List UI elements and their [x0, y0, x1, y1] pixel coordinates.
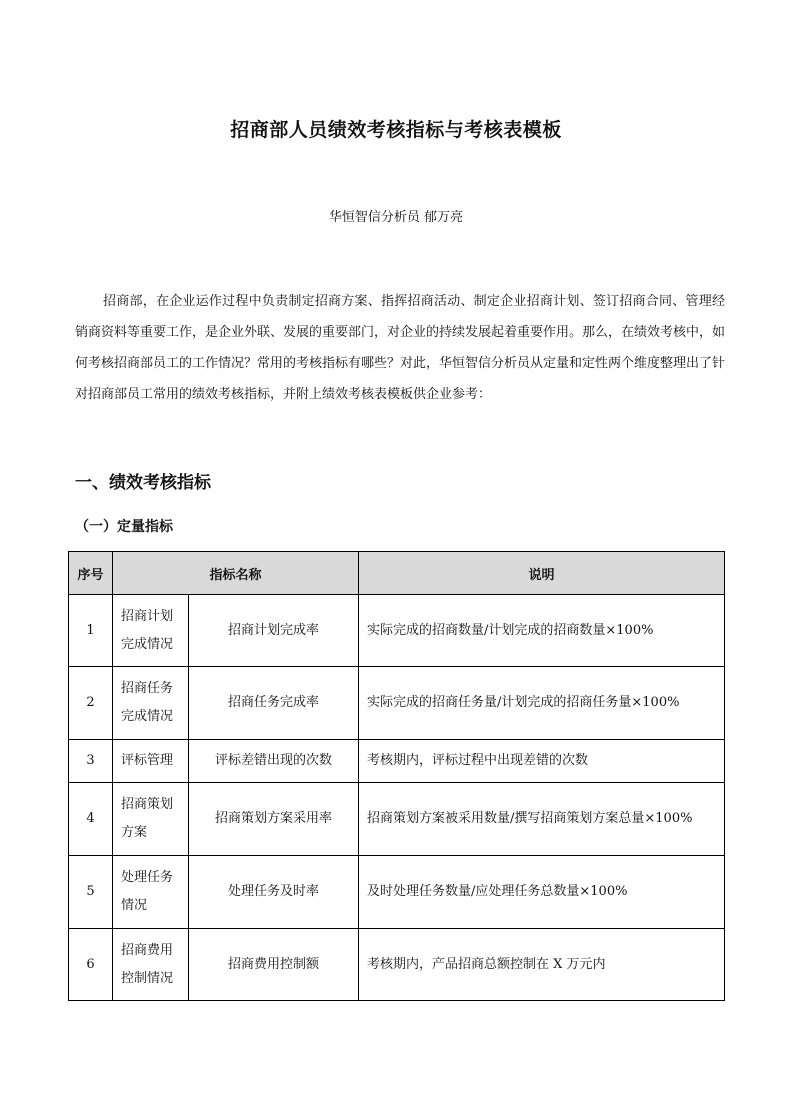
cell-desc: 招商策划方案被采用数量/撰写招商策划方案总量×100% — [359, 783, 725, 856]
cell-indicator: 评标差错出现的次数 — [189, 740, 359, 783]
cell-category: 招商任务完成情况 — [113, 667, 189, 740]
table-row — [69, 595, 725, 667]
cell-no: 2 — [69, 667, 113, 740]
document-title: 招商部人员绩效考核指标与考核表模板 — [230, 119, 562, 141]
cell-category: 评标管理 — [113, 740, 189, 783]
header-no: 序号 — [69, 552, 113, 595]
table-row — [69, 783, 725, 856]
cell-indicator: 招商任务完成率 — [189, 667, 359, 740]
intro-paragraph: 招商部，在企业运作过程中负责制定招商方案、指挥招商活动、制定企业招商计划、签订招商合同、管理经销商资料等重要工作，是企业外联、发展的重要部门，对企业的持续发展起着重要作用。那么，在绩效考核中，如何考核招商部员工的工作情况？常用的考核指标有哪些？对此，华恒智信分析员从定量和定性两个维度整理出了针对招商部员工常用的绩效考核指标，并附上绩效考核表模板供企业参考： — [75, 294, 726, 402]
cell-desc: 及时处理任务数量/应处理任务总数量×100% — [359, 856, 725, 929]
table-row — [69, 929, 725, 1001]
cell-desc: 考核期内，产品招商总额控制在 X 万元内 — [359, 929, 725, 1001]
header-desc: 说明 — [359, 552, 725, 595]
header-name: 指标名称 — [113, 552, 359, 595]
cell-no: 4 — [69, 783, 113, 856]
cell-category: 招商策划方案 — [113, 783, 189, 856]
cell-category: 处理任务情况 — [113, 856, 189, 929]
cell-indicator: 招商策划方案采用率 — [189, 783, 359, 856]
cell-desc: 实际完成的招商任务量/计划完成的招商任务量×100% — [359, 667, 725, 740]
cell-no: 6 — [69, 929, 113, 1001]
cell-no: 1 — [69, 595, 113, 667]
subsection-heading: （一）定量指标 — [75, 519, 173, 535]
cell-category: 招商费用控制情况 — [113, 929, 189, 1001]
cell-no: 5 — [69, 856, 113, 929]
table-row — [69, 856, 725, 929]
author-line: 华恒智信分析员 郁万亮 — [328, 210, 464, 225]
cell-indicator: 招商计划完成率 — [189, 595, 359, 667]
cell-desc: 考核期内，评标过程中出现差错的次数 — [359, 740, 725, 783]
cell-desc: 实际完成的招商数量/计划完成的招商数量×100% — [359, 595, 725, 667]
cell-no: 3 — [69, 740, 113, 783]
kpi-table — [68, 551, 725, 1001]
table-header-row — [69, 552, 725, 595]
cell-category: 招商计划完成情况 — [113, 595, 189, 667]
table-row — [69, 667, 725, 740]
section-heading: 一、绩效考核指标 — [75, 473, 211, 493]
cell-indicator: 招商费用控制额 — [189, 929, 359, 1001]
table-row — [69, 740, 725, 783]
cell-indicator: 处理任务及时率 — [189, 856, 359, 929]
